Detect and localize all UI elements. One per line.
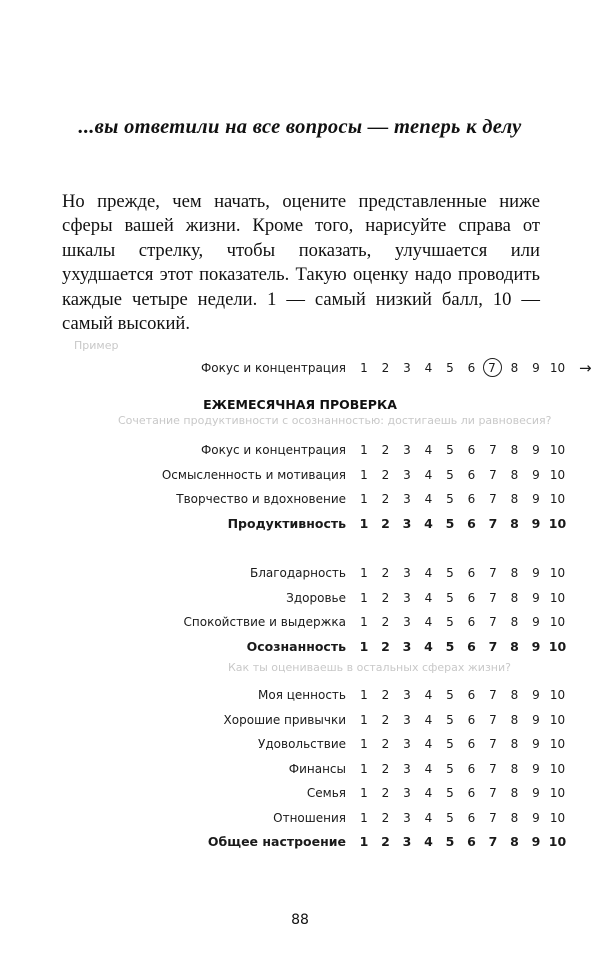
g2-r1-score-9[interactable]: 9 (532, 712, 540, 727)
g0-r2-score-2[interactable]: 2 (381, 492, 390, 506)
rating-row (0, 759, 600, 779)
faint-question-2: Как ты оцениваешь в остальных сферах жизни? (228, 661, 511, 674)
rating-row (0, 734, 600, 754)
g0-r2-score-1[interactable]: 1 (360, 492, 368, 506)
g0-r0-score-8[interactable]: 8 (510, 443, 519, 457)
g2-r6-score-7[interactable]: 7 (488, 834, 498, 849)
g0-r1-score-5[interactable]: 5 (446, 467, 454, 482)
rating-scale (0, 612, 600, 632)
g1-r2-score-1[interactable]: 1 (360, 615, 368, 629)
g2-r0-score-8[interactable]: 8 (510, 688, 519, 702)
g1-r3-score-10[interactable]: 10 (548, 638, 567, 654)
g1-r0-score-10[interactable]: 10 (549, 566, 566, 580)
rating-scale (0, 734, 600, 754)
g0-r1-score-3[interactable]: 3 (403, 467, 411, 482)
g1-r1-score-7[interactable]: 7 (489, 590, 497, 605)
g1-r2-score-7[interactable]: 7 (489, 615, 497, 629)
g2-r0-score-1[interactable]: 1 (360, 688, 368, 702)
g2-r6-score-5[interactable]: 5 (445, 834, 455, 849)
g0-r0-score-5[interactable]: 5 (446, 443, 454, 457)
rating-total-row (0, 637, 600, 657)
g0-r3-score-8[interactable]: 8 (510, 515, 519, 531)
chapter-heading: ...вы ответили на все вопросы — теперь к делу (78, 116, 522, 138)
g2-r1-score-4[interactable]: 4 (424, 712, 433, 727)
g0-r3-score-7[interactable]: 7 (488, 515, 498, 531)
rating-scale (0, 685, 600, 705)
page-number: 88 (291, 912, 309, 928)
example-score-1[interactable]: 1 (360, 361, 368, 375)
rating-row (0, 710, 600, 730)
g1-r0-score-8[interactable]: 8 (510, 566, 519, 580)
g0-r0-score-4[interactable]: 4 (424, 443, 433, 457)
g2-r0-score-7[interactable]: 7 (489, 688, 497, 702)
rating-row (0, 783, 600, 803)
g0-r0-score-6[interactable]: 6 (467, 443, 476, 457)
g2-r2-score-8[interactable]: 8 (510, 737, 519, 751)
g2-r2-score-9[interactable]: 9 (532, 737, 540, 751)
rating-row (0, 489, 600, 509)
g2-r5-score-5[interactable]: 5 (446, 810, 454, 825)
g0-r1-score-9[interactable]: 9 (532, 467, 540, 482)
g0-r3-score-5[interactable]: 5 (445, 515, 455, 531)
rating-label: Творчество и вдохновение (176, 492, 346, 506)
rating-scale (0, 489, 600, 509)
g2-r0-score-3[interactable]: 3 (403, 688, 411, 702)
rating-label: Удовольствие (258, 737, 346, 751)
g2-r3-score-8[interactable]: 8 (510, 761, 519, 776)
g0-r1-score-10[interactable]: 10 (549, 467, 566, 482)
rating-total-row (0, 514, 600, 534)
g0-r3-score-4[interactable]: 4 (424, 515, 433, 531)
g0-r1-score-2[interactable]: 2 (381, 467, 390, 482)
rating-label: Фокус и концентрация (200, 443, 346, 457)
g2-r2-score-2[interactable]: 2 (381, 737, 390, 751)
g2-r0-score-10[interactable]: 10 (549, 688, 566, 702)
g2-r4-score-1[interactable]: 1 (360, 786, 368, 800)
g0-r3-score-9[interactable]: 9 (531, 515, 541, 531)
g2-r6-score-2[interactable]: 2 (381, 834, 390, 849)
g0-r3-score-6[interactable]: 6 (467, 515, 476, 531)
faint-question-1: Сочетание продуктивности с осознанностью: достигаешь ли равновесия? (118, 414, 552, 427)
g1-r3-score-3[interactable]: 3 (402, 638, 412, 654)
g1-r0-score-4[interactable]: 4 (424, 566, 433, 580)
g0-r0-score-7[interactable]: 7 (489, 443, 497, 457)
rating-label: Спокойствие и выдержка (183, 615, 346, 629)
g2-r6-score-10[interactable]: 10 (548, 834, 567, 849)
intro-text: Но прежде, чем начать, оцените представленные ниже сферы вашей жизни. Кроме того, нарисуйте справа от шкалы стрелку, чтобы показать, улучшается или ухудшается этот показатель. Такую оценку надо проводить каждые четыре недели. 1 — самый низкий балл, 10 — самый высокий. (62, 191, 540, 335)
g2-r4-score-2[interactable]: 2 (381, 786, 390, 800)
example-score-4[interactable]: 4 (424, 361, 433, 375)
g2-r4-score-10[interactable]: 10 (549, 786, 566, 800)
rating-row (0, 612, 600, 632)
g2-r4-score-3[interactable]: 3 (403, 786, 411, 800)
g2-r6-score-1[interactable]: 1 (359, 834, 369, 849)
rating-label: Финансы (288, 761, 346, 776)
g1-r3-score-4[interactable]: 4 (424, 638, 433, 654)
g1-r3-score-9[interactable]: 9 (531, 638, 541, 654)
rating-scale (0, 563, 600, 583)
rating-scale (0, 588, 600, 608)
g1-r0-score-5[interactable]: 5 (446, 566, 454, 580)
g2-r1-score-3[interactable]: 3 (403, 712, 411, 727)
g1-r2-score-6[interactable]: 6 (467, 615, 476, 629)
rating-scale (0, 783, 600, 803)
g2-r0-score-6[interactable]: 6 (467, 688, 476, 702)
rating-row (0, 440, 600, 460)
g2-r6-score-6[interactable]: 6 (467, 834, 476, 849)
example-caption: Пример (74, 339, 119, 352)
g2-r1-score-8[interactable]: 8 (510, 712, 519, 727)
g2-r3-score-9[interactable]: 9 (532, 761, 540, 776)
rating-label: Отношения (273, 810, 346, 825)
g1-r1-score-9[interactable]: 9 (532, 590, 540, 605)
g2-r0-score-2[interactable]: 2 (381, 688, 390, 702)
g2-r3-score-3[interactable]: 3 (403, 761, 411, 776)
g2-r3-score-4[interactable]: 4 (424, 761, 433, 776)
g2-r3-score-6[interactable]: 6 (467, 761, 476, 776)
g2-r4-score-5[interactable]: 5 (446, 786, 454, 800)
rating-scale (0, 465, 600, 485)
rating-scale (0, 832, 600, 852)
g2-r2-score-4[interactable]: 4 (424, 737, 433, 751)
g2-r2-score-3[interactable]: 3 (403, 737, 411, 751)
g1-r3-score-2[interactable]: 2 (381, 638, 390, 654)
example-score-5[interactable]: 5 (446, 361, 454, 375)
g0-r1-score-1[interactable]: 1 (360, 467, 368, 482)
g2-r2-score-6[interactable]: 6 (467, 737, 476, 751)
g2-r4-score-4[interactable]: 4 (424, 786, 433, 800)
rating-row (0, 563, 600, 583)
g2-r1-score-10[interactable]: 10 (549, 712, 566, 727)
trend-arrow-icon: → (579, 359, 592, 377)
g2-r6-score-4[interactable]: 4 (424, 834, 433, 849)
g0-r1-score-4[interactable]: 4 (424, 467, 433, 482)
g2-r3-score-1[interactable]: 1 (360, 761, 368, 776)
g1-r0-score-6[interactable]: 6 (467, 566, 476, 580)
rating-total-row (0, 832, 600, 852)
g0-r2-score-4[interactable]: 4 (424, 492, 433, 506)
g2-r6-score-9[interactable]: 9 (531, 834, 541, 849)
rating-total-label: Осознанность (246, 638, 346, 654)
g2-r2-score-10[interactable]: 10 (549, 737, 566, 751)
g2-r0-score-9[interactable]: 9 (532, 688, 540, 702)
g1-r3-score-8[interactable]: 8 (510, 638, 519, 654)
g1-r3-score-6[interactable]: 6 (467, 638, 476, 654)
g0-r1-score-7[interactable]: 7 (489, 467, 497, 482)
g1-r2-score-10[interactable]: 10 (549, 615, 566, 629)
rating-label: Моя ценность (258, 688, 346, 702)
rating-row (0, 588, 600, 608)
g1-r0-score-7[interactable]: 7 (489, 566, 497, 580)
g0-r3-score-2[interactable]: 2 (381, 515, 390, 531)
example-label: Фокус и концентрация (200, 361, 346, 375)
g2-r1-score-7[interactable]: 7 (489, 712, 497, 727)
g1-r2-score-8[interactable]: 8 (510, 615, 519, 629)
g2-r3-score-7[interactable]: 7 (489, 761, 497, 776)
g2-r3-score-2[interactable]: 2 (381, 761, 390, 776)
g1-r2-score-9[interactable]: 9 (532, 615, 540, 629)
example-score-2[interactable]: 2 (381, 361, 390, 375)
g2-r5-score-3[interactable]: 3 (403, 810, 411, 825)
g2-r5-score-6[interactable]: 6 (467, 810, 476, 825)
g0-r2-score-5[interactable]: 5 (446, 492, 454, 506)
g1-r2-score-3[interactable]: 3 (403, 615, 411, 629)
example-score-8[interactable]: 8 (510, 361, 519, 375)
g0-r3-score-3[interactable]: 3 (402, 515, 412, 531)
g1-r1-score-3[interactable]: 3 (403, 590, 411, 605)
g1-r0-score-3[interactable]: 3 (403, 566, 411, 580)
g2-r4-score-7[interactable]: 7 (489, 786, 497, 800)
rating-total-label: Общее настроение (207, 834, 346, 849)
g1-r1-score-4[interactable]: 4 (424, 590, 433, 605)
g2-r2-score-1[interactable]: 1 (360, 737, 368, 751)
g1-r1-score-5[interactable]: 5 (446, 590, 454, 605)
g2-r3-score-10[interactable]: 10 (549, 761, 566, 776)
rating-scale (0, 808, 600, 828)
g2-r1-score-1[interactable]: 1 (360, 712, 368, 727)
g2-r1-score-5[interactable]: 5 (446, 712, 454, 727)
g1-r3-score-5[interactable]: 5 (445, 638, 455, 654)
g2-r5-score-8[interactable]: 8 (510, 810, 519, 825)
g2-r5-score-7[interactable]: 7 (489, 810, 497, 825)
example-scale (0, 358, 600, 378)
g0-r2-score-10[interactable]: 10 (549, 492, 566, 506)
g2-r4-score-8[interactable]: 8 (510, 786, 519, 800)
g2-r4-score-6[interactable]: 6 (467, 786, 476, 800)
section-title: ЕЖЕМЕСЯЧНАЯ ПРОВЕРКА (203, 397, 397, 412)
g0-r0-score-2[interactable]: 2 (381, 443, 390, 457)
example-score-7[interactable]: 7 (483, 358, 502, 377)
g2-r1-score-2[interactable]: 2 (381, 712, 390, 727)
example-score-6[interactable]: 6 (467, 361, 476, 375)
g1-r2-score-2[interactable]: 2 (381, 615, 390, 629)
g2-r6-score-8[interactable]: 8 (510, 834, 519, 849)
rating-scale (0, 514, 600, 534)
g0-r0-score-1[interactable]: 1 (360, 443, 368, 457)
g2-r0-score-5[interactable]: 5 (446, 688, 454, 702)
g2-r5-score-10[interactable]: 10 (549, 810, 566, 825)
g2-r4-score-9[interactable]: 9 (532, 786, 540, 800)
g1-r1-score-8[interactable]: 8 (510, 590, 519, 605)
g1-r2-score-5[interactable]: 5 (446, 615, 454, 629)
rating-label: Благодарность (249, 566, 346, 580)
g1-r2-score-4[interactable]: 4 (424, 615, 433, 629)
g2-r5-score-9[interactable]: 9 (532, 810, 540, 825)
example-score-3[interactable]: 3 (403, 361, 411, 375)
rating-label: Осмысленность и мотивация (161, 467, 346, 482)
g2-r5-score-2[interactable]: 2 (381, 810, 390, 825)
example-score-9[interactable]: 9 (532, 361, 540, 375)
g0-r2-score-6[interactable]: 6 (467, 492, 476, 506)
g2-r5-score-1[interactable]: 1 (360, 810, 368, 825)
g2-r2-score-7[interactable]: 7 (489, 737, 497, 751)
rating-scale (0, 440, 600, 460)
g0-r2-score-7[interactable]: 7 (489, 492, 497, 506)
g1-r1-score-10[interactable]: 10 (549, 590, 566, 605)
rating-total-label: Продуктивность (227, 515, 346, 531)
g2-r1-score-6[interactable]: 6 (467, 712, 476, 727)
rating-label: Здоровье (286, 590, 346, 605)
rating-row (0, 808, 600, 828)
rating-scale (0, 759, 600, 779)
g2-r6-score-3[interactable]: 3 (402, 834, 412, 849)
rating-row (0, 465, 600, 485)
rating-scale (0, 710, 600, 730)
rating-scale (0, 637, 600, 657)
g1-r1-score-2[interactable]: 2 (381, 590, 390, 605)
g1-r3-score-1[interactable]: 1 (359, 638, 369, 654)
g0-r2-score-3[interactable]: 3 (403, 492, 411, 506)
g0-r1-score-6[interactable]: 6 (467, 467, 476, 482)
g2-r0-score-4[interactable]: 4 (424, 688, 433, 702)
example-score-10[interactable]: 10 (549, 361, 566, 375)
example-row (0, 358, 600, 378)
g1-r3-score-7[interactable]: 7 (488, 638, 498, 654)
intro-paragraph (62, 190, 540, 336)
g0-r1-score-8[interactable]: 8 (510, 467, 519, 482)
g1-r0-score-2[interactable]: 2 (381, 566, 390, 580)
rating-label: Семья (306, 786, 346, 800)
g1-r0-score-9[interactable]: 9 (532, 566, 540, 580)
rating-row (0, 685, 600, 705)
g1-r1-score-6[interactable]: 6 (467, 590, 476, 605)
g0-r3-score-10[interactable]: 10 (548, 515, 567, 531)
g1-r0-score-1[interactable]: 1 (360, 566, 368, 580)
g0-r2-score-9[interactable]: 9 (532, 492, 540, 506)
g1-r1-score-1[interactable]: 1 (360, 590, 368, 605)
g0-r0-score-10[interactable]: 10 (549, 443, 566, 457)
g2-r2-score-5[interactable]: 5 (446, 737, 454, 751)
rating-label: Хорошие привычки (223, 712, 346, 727)
g0-r0-score-3[interactable]: 3 (403, 443, 411, 457)
g0-r0-score-9[interactable]: 9 (532, 443, 540, 457)
g0-r2-score-8[interactable]: 8 (510, 492, 519, 506)
g2-r3-score-5[interactable]: 5 (446, 761, 454, 776)
g2-r5-score-4[interactable]: 4 (424, 810, 433, 825)
g0-r3-score-1[interactable]: 1 (359, 515, 369, 531)
